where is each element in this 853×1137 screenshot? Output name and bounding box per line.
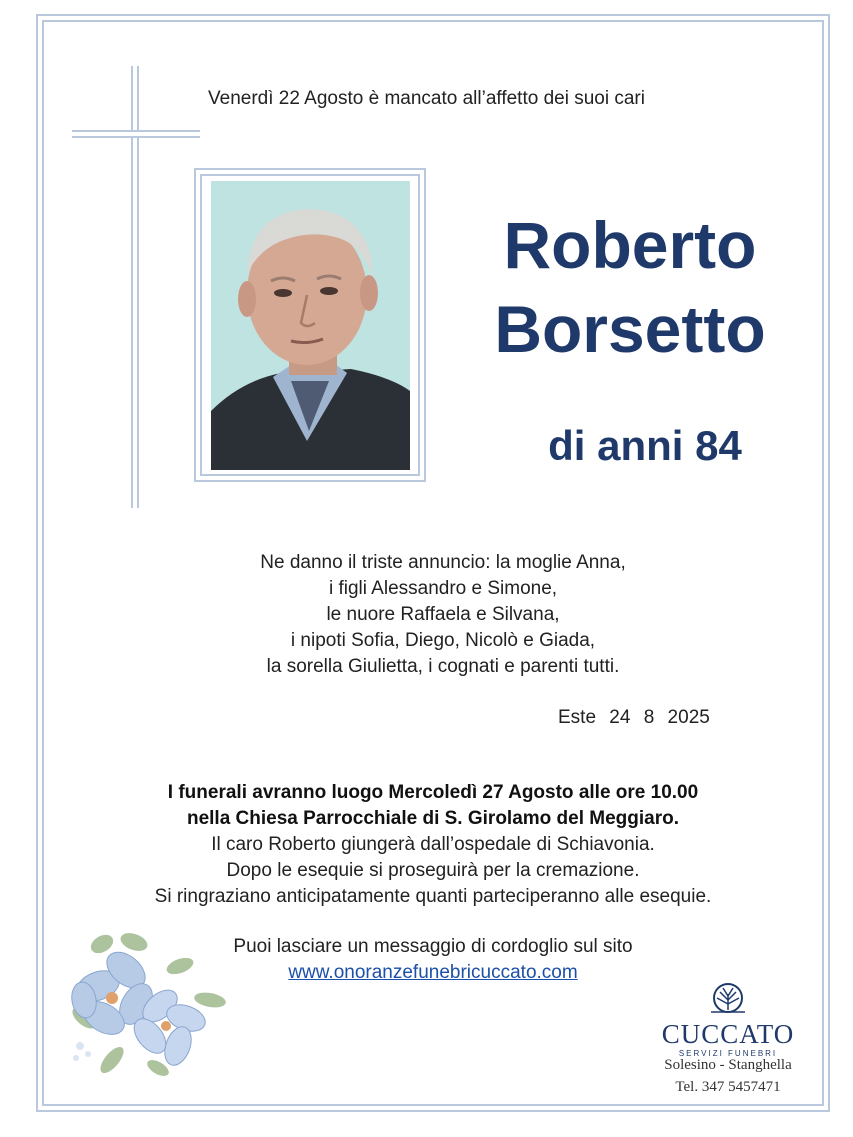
funeral-details xyxy=(0,780,853,910)
announcement-line: Ne danno il triste annuncio: la moglie Anna, xyxy=(260,552,626,573)
tree-icon xyxy=(705,982,751,1014)
contact-phone: Tel. 347 5457471 xyxy=(675,1079,781,1095)
deceased-first-name: Roberto xyxy=(503,208,757,282)
announcement-line: i nipoti Sofia, Diego, Nicolò e Giada, xyxy=(290,630,596,651)
contact-block xyxy=(640,1054,816,1098)
condolence-text: Puoi lasciare un messaggio di cordoglio sul sito xyxy=(233,936,633,957)
funeral-time-line: I funerali avranno luogo Mercoledì 27 Agosto alle ore 10.00 xyxy=(167,782,699,803)
deceased-last-name: Borsetto xyxy=(494,292,766,366)
deceased-age: di anni 84 xyxy=(548,422,742,469)
announcement-block xyxy=(0,550,853,680)
funeral-line: Il caro Roberto giungerà dall’ospedale di Schiavonia. xyxy=(211,834,655,855)
intro-text: Venerdì 22 Agosto è mancato all’affetto dei suoi cari xyxy=(208,88,645,109)
contact-location: Solesino - Stanghella xyxy=(664,1057,792,1073)
portrait-photo xyxy=(211,181,410,470)
announcement-line: i figli Alessandro e Simone, xyxy=(328,578,558,599)
announcement-line: la sorella Giulietta, i cognati e parenti tutti. xyxy=(266,656,620,677)
funeral-line: Si ringraziano anticipatamente quanti parteciperanno alle esequie. xyxy=(154,886,712,907)
website-link[interactable]: www.onoranzefunebricuccato.com xyxy=(288,962,578,983)
place-date: Este 24 8 2025 xyxy=(558,707,710,728)
funeral-church-line: nella Chiesa Parrocchiale di S. Girolamo del Meggiaro. xyxy=(186,808,680,829)
cross-horizontal xyxy=(72,130,200,138)
company-logo xyxy=(640,982,816,1058)
logo-name: CUCCATO xyxy=(661,1019,795,1049)
announcement-line: le nuore Raffaela e Silvana, xyxy=(326,604,560,625)
funeral-line: Dopo le esequie si proseguirà per la cremazione. xyxy=(226,860,640,881)
flower-decoration xyxy=(62,922,232,1082)
logo-tagline: SERVIZI FUNEBRI xyxy=(678,1049,778,1058)
